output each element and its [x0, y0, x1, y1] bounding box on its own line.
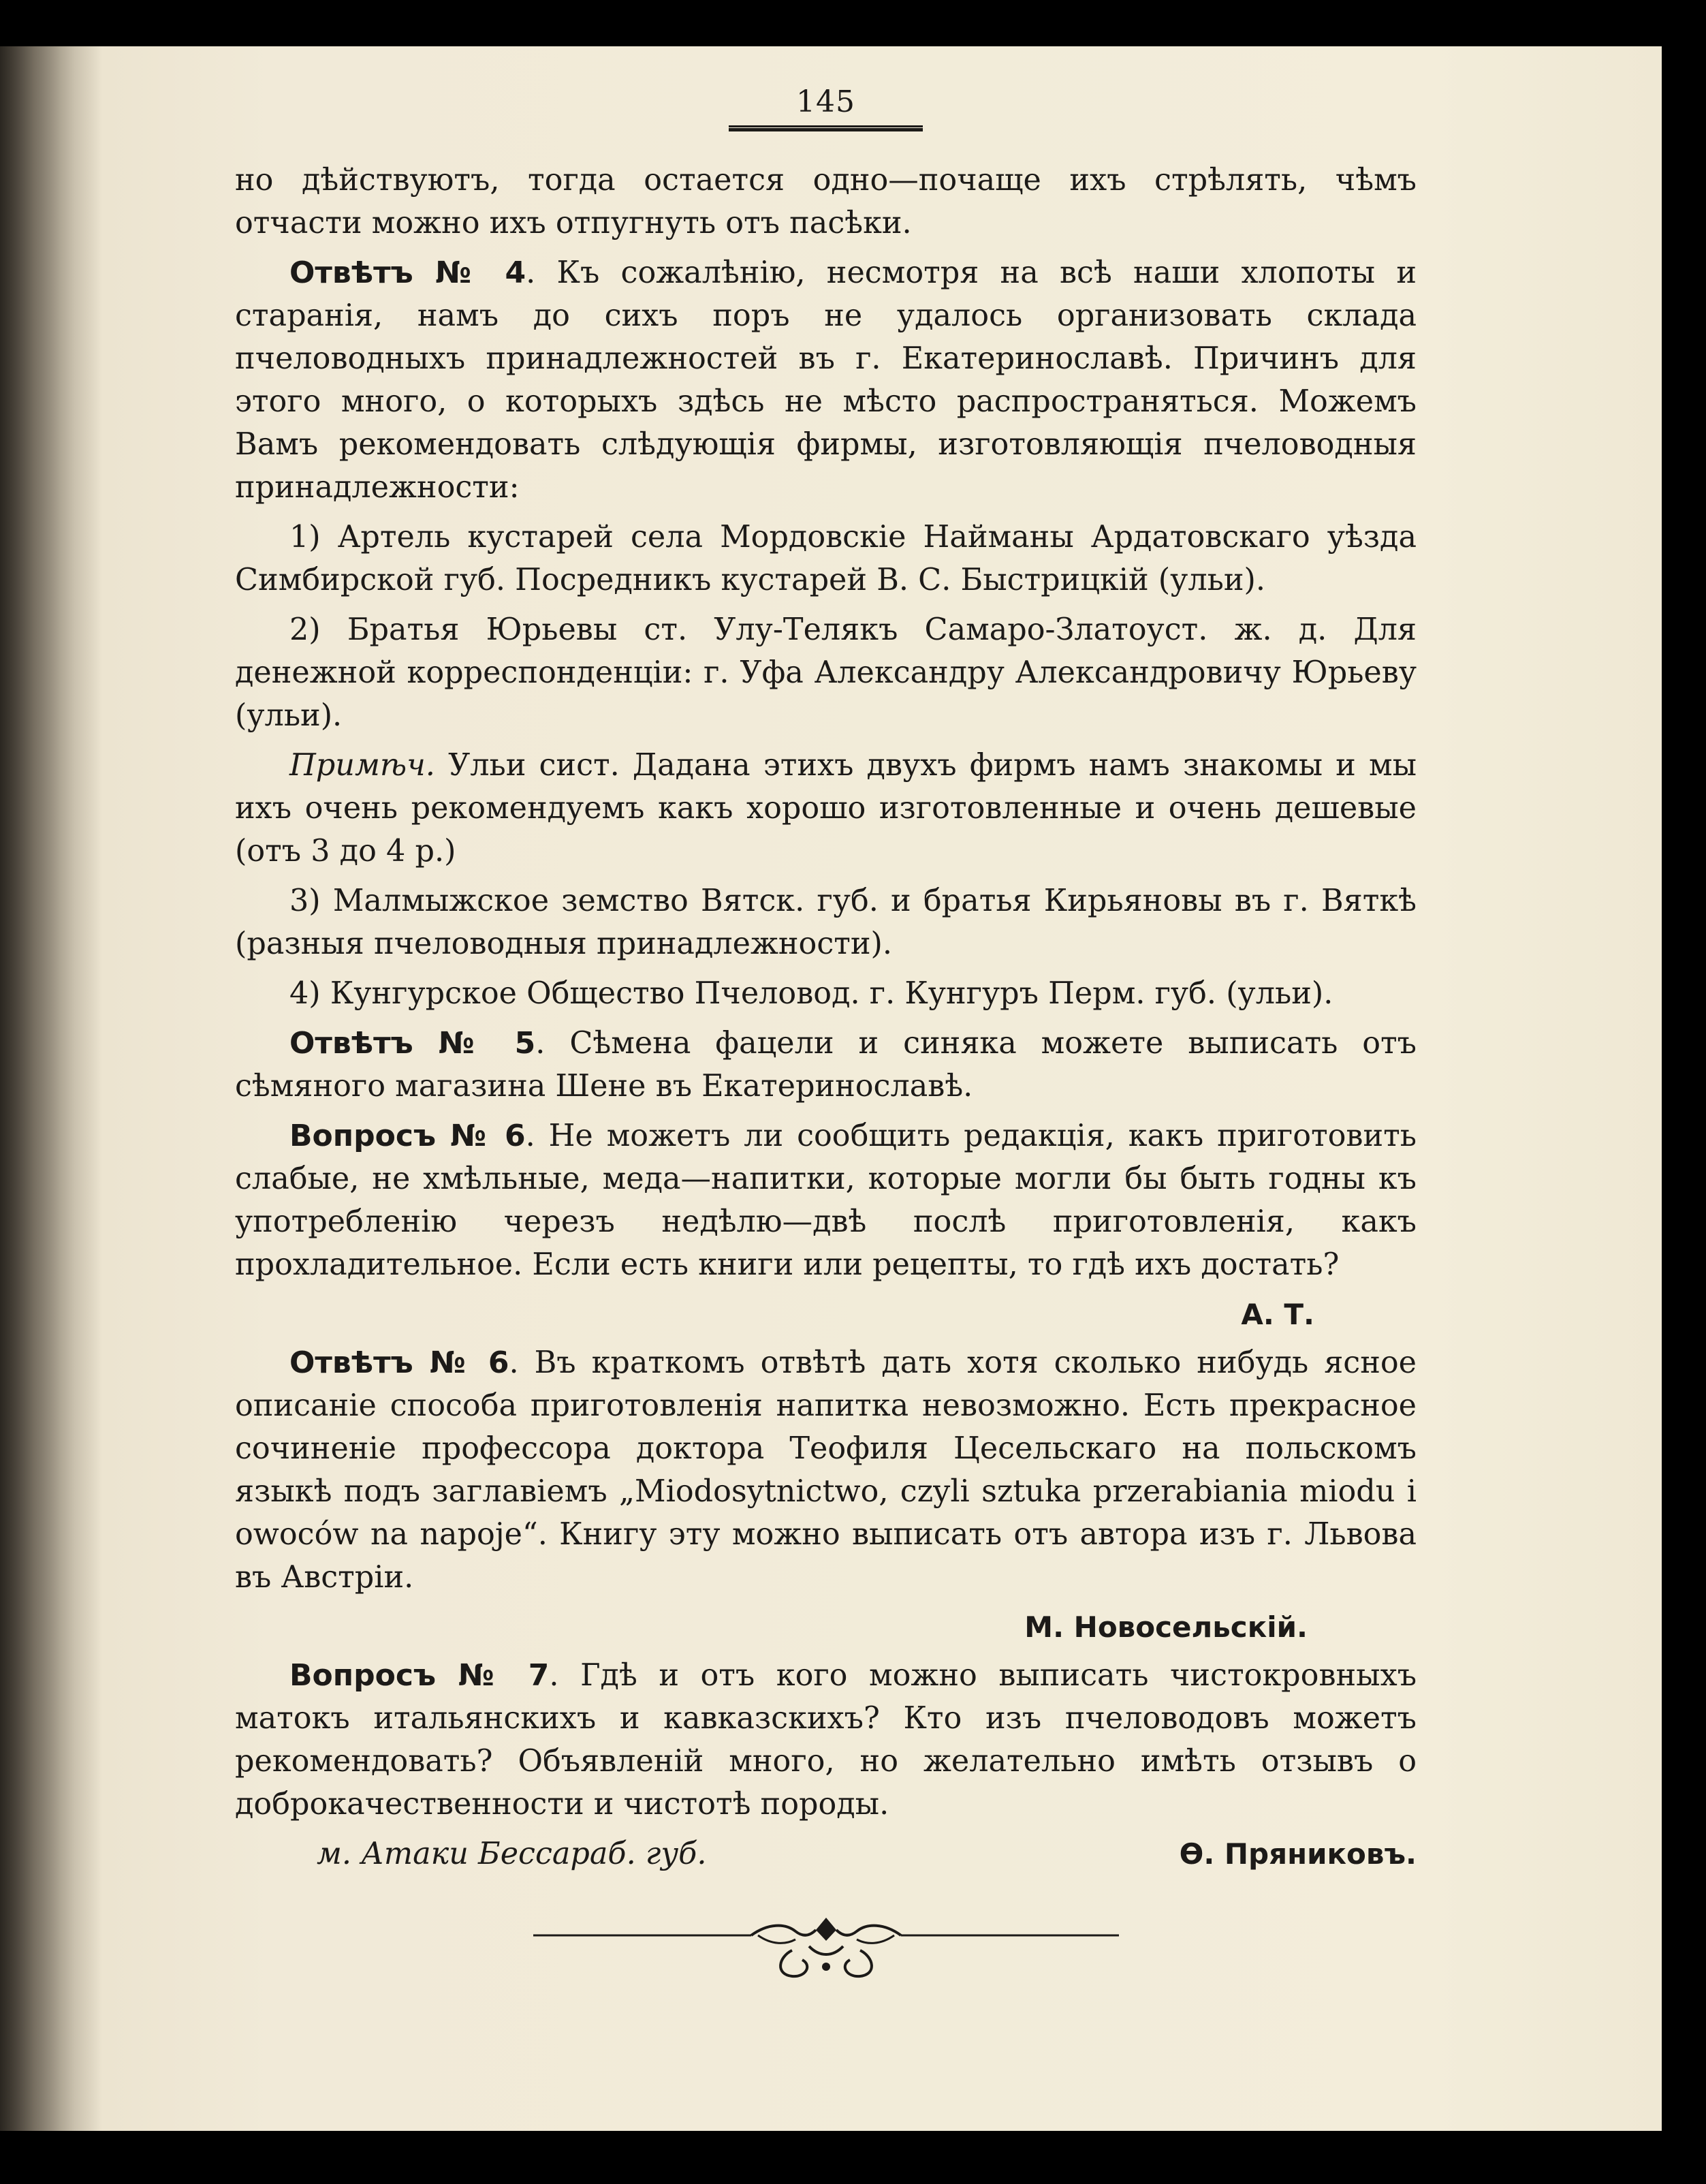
page-number-rule [729, 125, 923, 131]
question-6-label: Вопросъ № 6 [289, 1119, 526, 1153]
paragraph-text: но дѣйствуютъ, тогда остается одно—почаще ихъ стрѣлять, чѣмъ отчасти можно ихъ отпугнуть отъ пасѣки. [235, 163, 1417, 240]
answer-6 [235, 1341, 1417, 1599]
answer-5 [235, 1022, 1417, 1108]
question-6-signature: А. Т. [1241, 1298, 1314, 1331]
page-number: 145 [796, 84, 855, 119]
firm-1-text: 1) Артель кустарей села Мордовскіе Найманы Ардатовскаго уѣзда Симбирской губ. Посредникъ кустарей В. С. Быстрицкій (ульи). [235, 520, 1417, 597]
question-7-signature: Ѳ. Пряниковъ. [1179, 1837, 1417, 1871]
note-text: Ульи сист. Дадана этихъ двухъ фирмъ намъ знакомы и мы ихъ очень рекомендуемъ какъ хорошо изготовленные и очень дешевые (отъ 3 до 4 р.) [235, 748, 1417, 869]
answer-6-text: . Въ краткомъ отвѣтѣ дать хотя сколько нибудь ясное описаніе способа приготовленія напитка невозможно. Есть прекрасное сочиненіе профессора доктора Теофиля Цесельскаго на польскомъ языкѣ подъ заглавіемъ „Miodosytnictwo, czyli sztuka przerabiania miodu i owoców na napoje“. Книгу эту можно выписать отъ автора изъ г. Львова въ Австріи. [235, 1345, 1417, 1595]
question-7-place: м. Атаки Бессараб. губ. [317, 1837, 707, 1871]
note [235, 744, 1417, 873]
answer-4-label: Отвѣтъ № 4 [289, 255, 526, 290]
answer-4-text: . Къ сожалѣнію, несмотря на всѣ наши хлопоты и старанія, намъ до сихъ поръ не удалось организовать склада пчеловодныхъ принадлежностей въ г. Екатеринославѣ. Причинъ для этого много, о которыхъ здѣсь не мѣсто распространяться. Можемъ Вамъ рекомендовать слѣдующія фирмы, изготовляющія пчеловодныя принадлежности: [235, 255, 1417, 505]
question-6 [235, 1114, 1417, 1286]
page-content [235, 82, 1417, 1984]
book-binding-shadow [0, 46, 102, 2131]
firm-1 [235, 516, 1417, 602]
question-7 [235, 1654, 1417, 1826]
paragraph-continuation [235, 159, 1417, 245]
firm-4 [235, 972, 1417, 1015]
answer-5-label: Отвѣтъ № 5 [289, 1026, 536, 1061]
answer-4 [235, 251, 1417, 509]
note-label: Примѣч. [289, 748, 435, 783]
answer-6-signature: М. Новосельскій. [1024, 1610, 1308, 1644]
question-7-text: . Гдѣ и отъ кого можно выписать чистокровныхъ матокъ итальянскихъ и кавказскихъ? Кто изъ пчеловодовъ можетъ рекомендовать? Объявленій много, но желательно имѣть отзывъ о доброкачественности и чистотѣ породы. [235, 1658, 1417, 1822]
question-7-signature-row [235, 1832, 1417, 1875]
ornament-divider-icon [533, 1903, 1119, 1984]
answer-5-text: . Сѣмена фацели и синяка можете выписать отъ сѣмяного магазина Шене въ Екатеринославѣ. [235, 1026, 1417, 1104]
firm-3-text: 3) Малмыжское земство Вятск. губ. и братья Кирьяновы въ г. Вяткѣ (разныя пчеловодныя принадлежности). [235, 884, 1417, 961]
firm-2 [235, 608, 1417, 737]
question-6-text: . Не можетъ ли сообщить редакція, какъ приготовить слабые, не хмѣльные, меда—напитки, которые могли бы быть годны къ употребленію черезъ недѣлю—двѣ послѣ приготовленія, какъ прохладительное. Если есть книги или рецепты, то гдѣ ихъ достать? [235, 1119, 1417, 1282]
answer-6-label: Отвѣтъ № 6 [289, 1345, 509, 1380]
question-7-label: Вопросъ № 7 [289, 1658, 550, 1693]
firm-2-text: 2) Братья Юрьевы ст. Улу-Телякъ Самаро-Златоуст. ж. д. Для денежной корреспонденціи: г. Уфа Александру Александровичу Юрьеву (ульи). [235, 612, 1417, 733]
firm-3 [235, 879, 1417, 965]
firm-4-text: 4) Кунгурское Общество Пчеловод. г. Кунгуръ Перм. губ. (ульи). [289, 976, 1333, 1011]
